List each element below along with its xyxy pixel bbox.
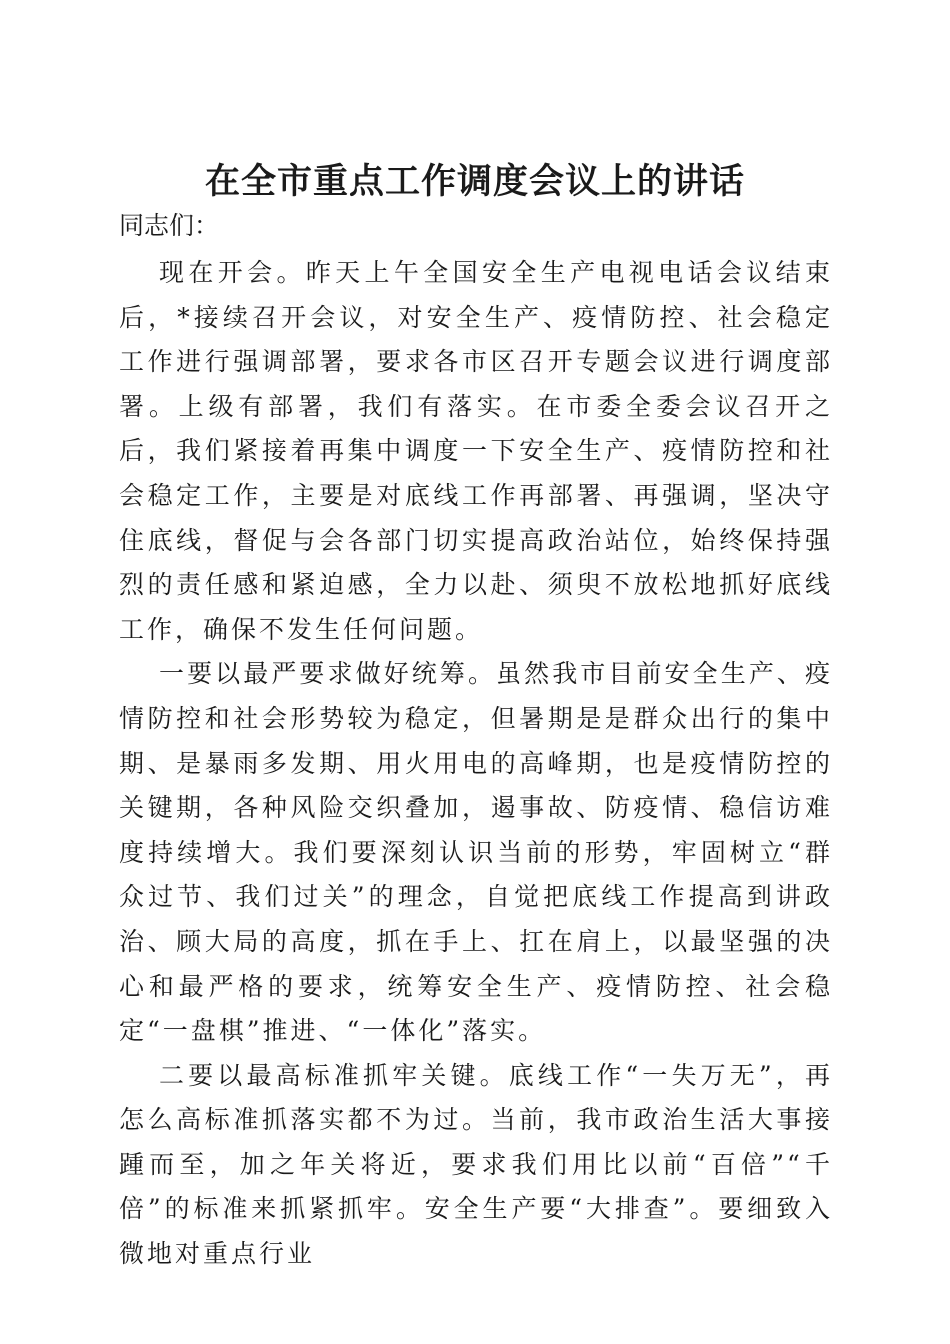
salutation: 同志们： <box>119 211 220 240</box>
document-title: 在全市重点工作调度会议上的讲话 <box>204 161 745 203</box>
paragraph-opening: 现在开会。昨天上午全国安全生产电视电话会议结束后，*接续召开会议，对安全生产、疫情防控、社会稳定工作进行强调部署，要求各市区召开专题会议进行调度部署。上级有部署，我们有落实。在市委全委会议召开之后，我们紧接着再集中调度一下安全生产、疫情防控和社会稳定工作，主要是对底线工作再部署、再强调，坚决守住底线，督促与会各部门切实提高政治站位，始终保持强烈的责任感和紧迫感，全力以赴、须臾不放松地抓好底线工作，确保不发生任何问题。 <box>119 258 833 644</box>
document-body <box>119 251 833 1277</box>
paragraph-point-one: 一要以最严要求做好统筹。虽然我市目前安全生产、疫情防控和社会形势较为稳定，但暑期是是群众出行的集中期、是暴雨多发期、用火用电的高峰期，也是疫情防控的关键期，各种风险交织叠加，遏事故、防疫情、稳信访难度持续增大。我们要深刻认识当前的形势，牢固树立“群众过节、我们过关”的理念，自觉把底线工作提高到讲政治、顾大局的高度，抓在手上、扛在肩上，以最坚强的决心和最严格的要求，统筹安全生产、疫情防控、社会稳定“一盘棋”推进、“一体化”落实。 <box>119 659 833 1046</box>
paragraph-point-two: 二要以最高标准抓牢关键。底线工作“一失万无”，再怎么高标准抓落实都不为过。当前，我市政治生活大事接踵而至，加之年关将近，要求我们用比以前“百倍”“千倍”的标准来抓紧抓牢。安全生产要“大排查”。要细致入微地对重点行业 <box>119 1060 833 1269</box>
